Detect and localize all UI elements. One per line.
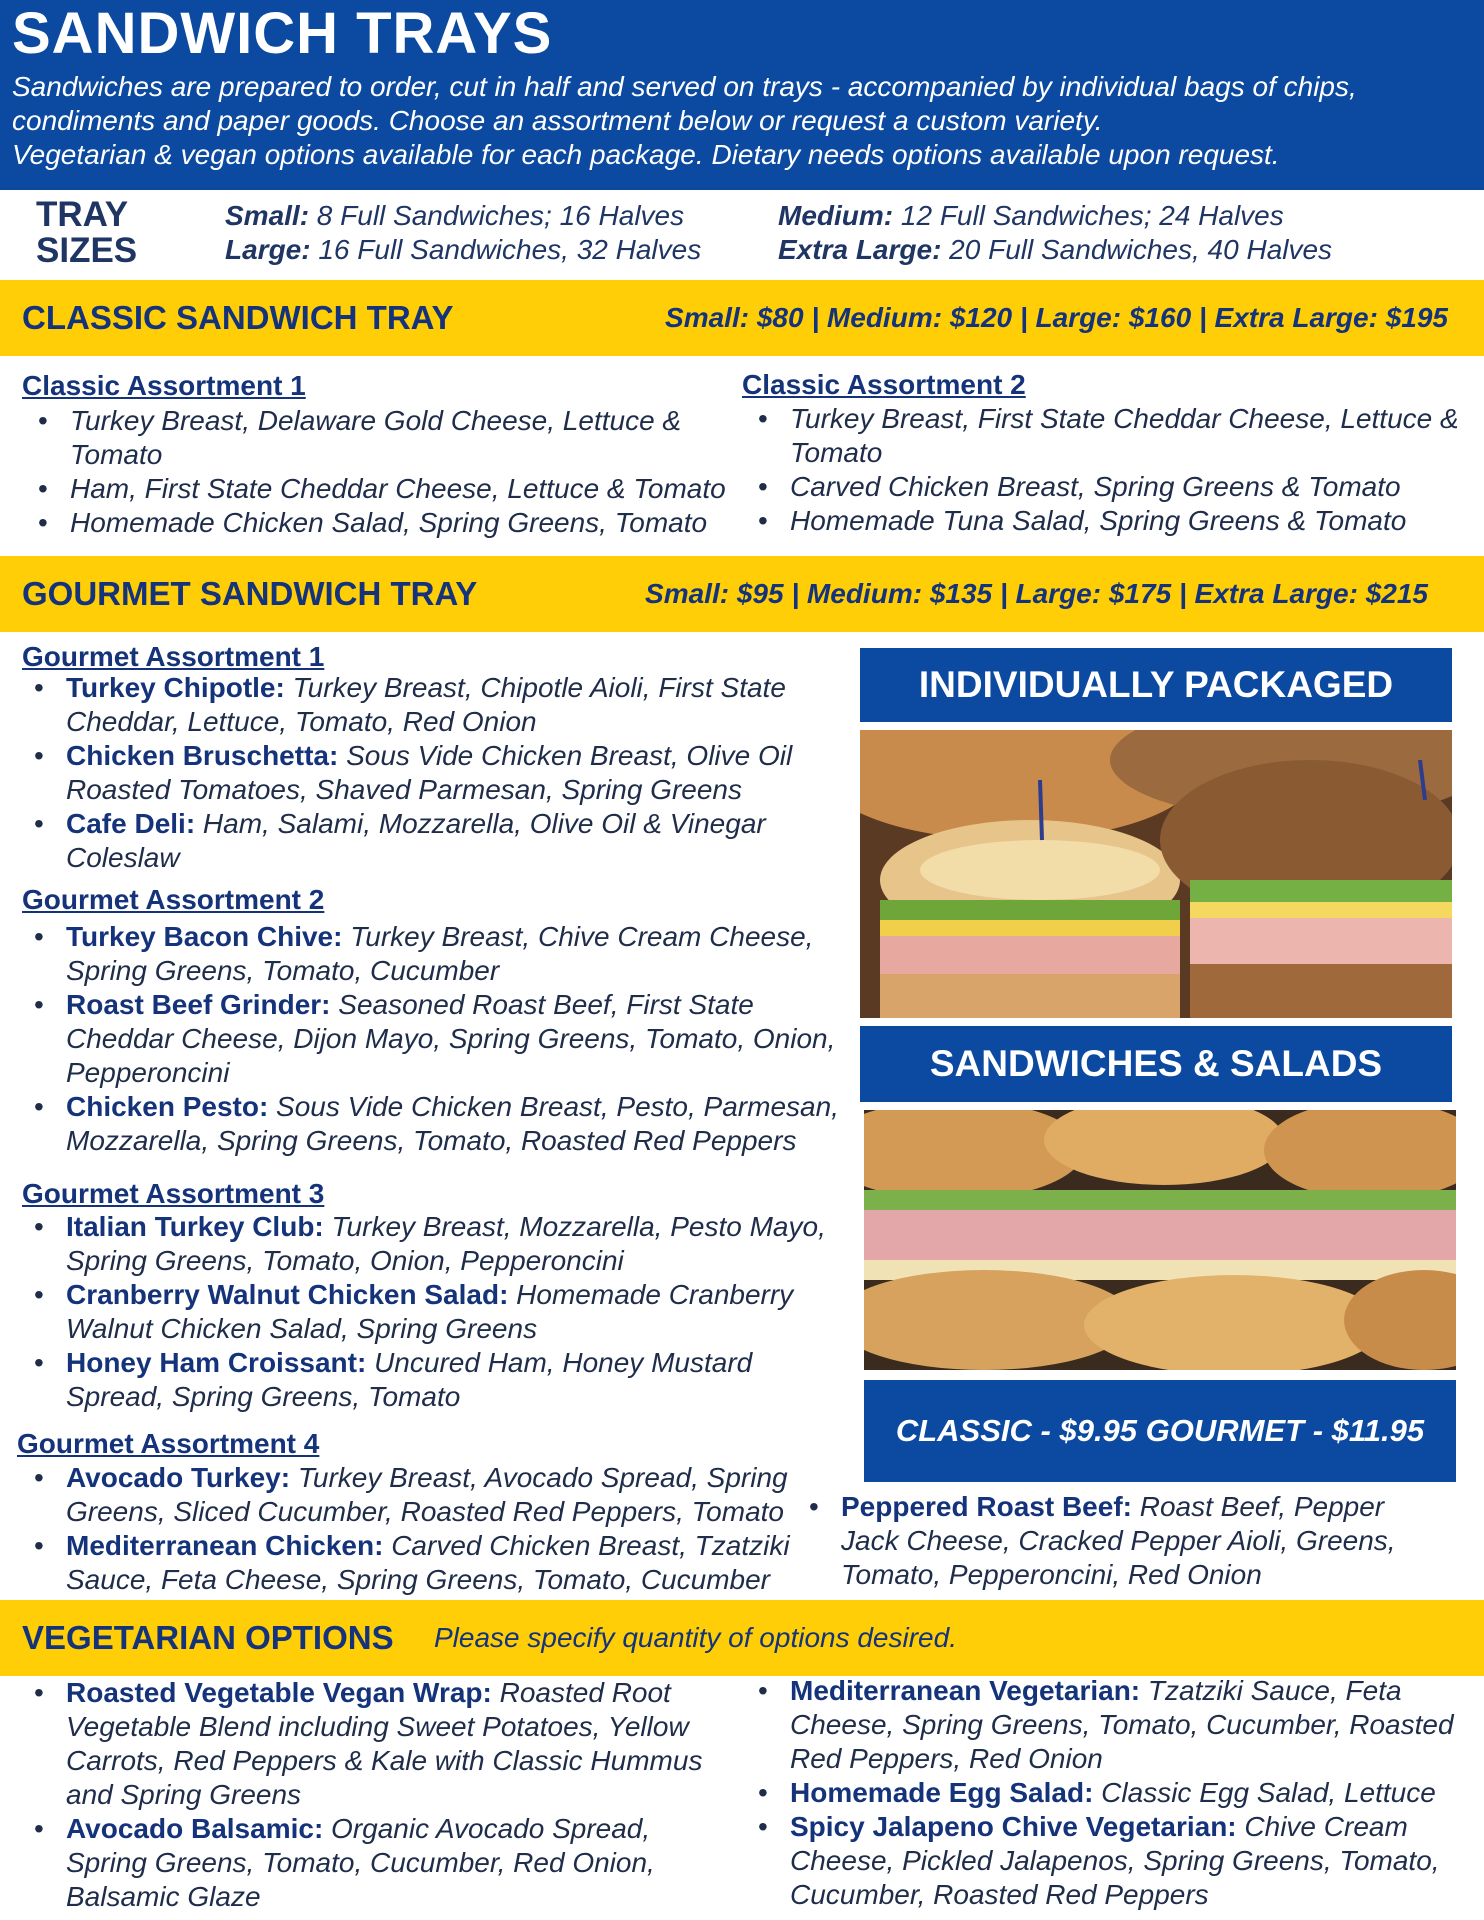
header-banner <box>0 0 1484 190</box>
item-text: Homemade Chicken Salad, Spring Greens, Tomato <box>70 507 708 538</box>
classic-assortment-1-list <box>26 404 734 540</box>
item-name: Spicy Jalapeno Chive Vegetarian: <box>790 1811 1237 1842</box>
list-item <box>26 472 734 506</box>
sandwiches-salads-banner: SANDWICHES & SALADS <box>860 1026 1452 1102</box>
item-desc: Roasted Root Vegetable Blend including Sweet Potatoes, Yellow Carrots, Red Peppers & Kale with Classic Hummus and Spring Greens <box>66 1677 703 1810</box>
gourmet-assortment-4-extra-list <box>797 1490 1397 1592</box>
list-item <box>746 504 1468 538</box>
size-extra-large <box>778 233 1332 267</box>
list-item <box>22 739 822 807</box>
item-name: Chicken Pesto: <box>66 1091 269 1122</box>
list-item <box>746 402 1468 470</box>
intro-line-2: condiments and paper goods. Choose an assortment below or request a custom variety. <box>12 105 1103 136</box>
item-name: Italian Turkey Club: <box>66 1211 324 1242</box>
item-desc: Carved Chicken Breast, Tzatziki Sauce, Feta Cheese, Spring Greens, Tomato, Cucumber <box>66 1530 790 1595</box>
item-desc: Turkey Breast, Chive Cream Cheese, Spring Greens, Tomato, Cucumber <box>66 921 814 986</box>
classic-tray-prices: Small: $80 | Medium: $120 | Large: $160 | Extra Large: $195 <box>665 302 1448 333</box>
item-desc: Tzatziki Sauce, Feta Cheese, Spring Greens, Tomato, Cucumber, Roasted Red Peppers, Red Onion <box>790 1675 1454 1774</box>
list-item <box>22 1090 842 1158</box>
tray-sizes-label <box>36 197 137 269</box>
list-item <box>22 671 822 739</box>
tray-sizes-label-line-2: SIZES <box>36 231 138 270</box>
intro-line-3: Vegetarian & vegan options available for each package. Dietary needs options available upon request. <box>12 139 1280 170</box>
sandwich-photo-2-graphic <box>864 1110 1456 1370</box>
item-name: Peppered Roast Beef: <box>841 1491 1132 1522</box>
gourmet-assortment-1-list <box>22 671 822 875</box>
item-desc: Turkey Breast, Mozzarella, Pesto Mayo, Spring Greens, Tomato, Onion, Pepperoncini <box>66 1211 826 1276</box>
gourmet-assortment-4-list <box>22 1461 792 1597</box>
gourmet-assortment-2-heading: Gourmet Assortment 2 <box>22 884 325 915</box>
item-desc: Turkey Breast, Chipotle Aioli, First State Cheddar, Lettuce, Tomato, Red Onion <box>66 672 786 737</box>
item-desc: Sous Vide Chicken Breast, Pesto, Parmesan, Mozzarella, Spring Greens, Tomato, Roasted Red Peppers <box>66 1091 839 1156</box>
list-item <box>22 1676 722 1812</box>
individually-packaged-banner: INDIVIDUALLY PACKAGED <box>860 648 1452 722</box>
item-text: Homemade Tuna Salad, Spring Greens & Tomato <box>790 505 1407 536</box>
gourmet-assortment-4-heading: Gourmet Assortment 4 <box>17 1428 320 1459</box>
list-item <box>22 1812 722 1914</box>
sandwich-photo-1-graphic <box>860 730 1452 1018</box>
item-name: Avocado Balsamic: <box>66 1813 324 1844</box>
size-medium-label: Medium: <box>778 200 894 231</box>
list-item <box>22 988 842 1090</box>
vegetarian-list-left <box>22 1676 722 1914</box>
classic-assortment-2-heading: Classic Assortment 2 <box>742 369 1026 400</box>
size-small <box>225 199 684 233</box>
size-small-label: Small: <box>225 200 310 231</box>
item-name: Turkey Bacon Chive: <box>66 921 343 952</box>
size-large <box>225 233 701 267</box>
item-desc: Seasoned Roast Beef, First State Cheddar Cheese, Dijon Mayo, Spring Greens, Tomato, Onion, Pepperoncini <box>66 989 836 1088</box>
size-large-value: 16 Full Sandwiches, 32 Halves <box>310 234 702 265</box>
gourmet-assortment-1-heading: Gourmet Assortment 1 <box>22 641 325 672</box>
item-desc: Organic Avocado Spread, Spring Greens, Tomato, Cucumber, Red Onion, Balsamic Glaze <box>66 1813 655 1912</box>
list-item <box>22 807 822 875</box>
list-item <box>746 470 1468 504</box>
list-item <box>22 1461 792 1529</box>
item-desc: Sous Vide Chicken Breast, Olive Oil Roasted Tomatoes, Shaved Parmesan, Spring Greens <box>66 740 793 805</box>
classic-assortment-2-list <box>746 402 1468 538</box>
list-item <box>746 1810 1466 1912</box>
list-item <box>22 920 842 988</box>
gourmet-tray-bar <box>0 556 1484 632</box>
gourmet-assortment-2-list <box>22 920 842 1158</box>
individual-prices-banner: CLASSIC - $9.95 GOURMET - $11.95 <box>864 1380 1456 1482</box>
vegetarian-bar <box>0 1600 1484 1676</box>
item-name: Roasted Vegetable Vegan Wrap: <box>66 1677 492 1708</box>
item-text: Carved Chicken Breast, Spring Greens & Tomato <box>790 471 1401 502</box>
list-item <box>746 1674 1466 1776</box>
gourmet-tray-prices: Small: $95 | Medium: $135 | Large: $175 | Extra Large: $215 <box>645 578 1428 609</box>
item-name: Mediterranean Chicken: <box>66 1530 384 1561</box>
gourmet-assortment-3-heading: Gourmet Assortment 3 <box>22 1178 325 1209</box>
list-item <box>22 1278 852 1346</box>
item-name: Turkey Chipotle: <box>66 672 285 703</box>
size-xl-label: Extra Large: <box>778 234 942 265</box>
item-name: Cranberry Walnut Chicken Salad: <box>66 1279 509 1310</box>
list-item <box>26 404 734 472</box>
intro-line-1: Sandwiches are prepared to order, cut in half and served on trays - accompanied by individual bags of chips, <box>12 71 1357 102</box>
item-name: Roast Beef Grinder: <box>66 989 331 1020</box>
classic-assortment-1-heading: Classic Assortment 1 <box>22 370 306 401</box>
classic-tray-title: CLASSIC SANDWICH TRAY <box>22 299 454 336</box>
gourmet-tray-title: GOURMET SANDWICH TRAY <box>22 575 478 612</box>
list-item <box>26 506 734 540</box>
item-name: Avocado Turkey: <box>66 1462 291 1493</box>
size-medium <box>778 199 1284 233</box>
item-name: Mediterranean Vegetarian: <box>790 1675 1141 1706</box>
tray-sizes-label-line-1: TRAY <box>36 195 129 234</box>
item-desc: Classic Egg Salad, Lettuce <box>1093 1777 1436 1808</box>
list-item <box>22 1529 792 1597</box>
size-xl-value: 20 Full Sandwiches, 40 Halves <box>941 234 1333 265</box>
vegetarian-list-right <box>746 1674 1466 1912</box>
item-name: Chicken Bruschetta: <box>66 740 339 771</box>
item-name: Homemade Egg Salad: <box>790 1777 1094 1808</box>
item-desc: Turkey Breast, Avocado Spread, Spring Greens, Sliced Cucumber, Roasted Red Peppers, Tomato <box>66 1462 788 1527</box>
vegetarian-note: Please specify quantity of options desired. <box>434 1622 957 1653</box>
sandwich-photo-2 <box>864 1110 1456 1370</box>
size-small-value: 8 Full Sandwiches; 16 Halves <box>309 200 685 231</box>
list-item <box>22 1210 852 1278</box>
sandwich-photo-1 <box>860 730 1452 1018</box>
size-large-label: Large: <box>225 234 311 265</box>
list-item <box>746 1776 1466 1810</box>
item-text: Turkey Breast, Delaware Gold Cheese, Lettuce & Tomato <box>70 405 682 470</box>
item-desc: Chive Cream Cheese, Pickled Jalapenos, Spring Greens, Tomato, Cucumber, Roasted Red Peppers <box>790 1811 1440 1910</box>
size-medium-value: 12 Full Sandwiches; 24 Halves <box>893 200 1284 231</box>
gourmet-assortment-3-list <box>22 1210 852 1414</box>
item-name: Honey Ham Croissant: <box>66 1347 367 1378</box>
item-text: Turkey Breast, First State Cheddar Cheese, Lettuce & Tomato <box>790 403 1459 468</box>
item-desc: Roast Beef, Pepper Jack Cheese, Cracked Pepper Aioli, Greens, Tomato, Pepperoncini, Red Onion <box>841 1491 1396 1590</box>
list-item <box>22 1346 852 1414</box>
vegetarian-title: VEGETARIAN OPTIONS <box>22 1619 394 1656</box>
item-desc: Uncured Ham, Honey Mustard Spread, Spring Greens, Tomato <box>66 1347 753 1412</box>
item-text: Ham, First State Cheddar Cheese, Lettuce & Tomato <box>70 473 726 504</box>
list-item <box>797 1490 1397 1592</box>
page-title: SANDWICH TRAYS <box>12 1 553 66</box>
item-desc: Ham, Salami, Mozzarella, Olive Oil & Vinegar Coleslaw <box>66 808 766 873</box>
item-desc: Homemade Cranberry Walnut Chicken Salad, Spring Greens <box>66 1279 794 1344</box>
item-name: Cafe Deli: <box>66 808 196 839</box>
classic-tray-bar <box>0 280 1484 356</box>
